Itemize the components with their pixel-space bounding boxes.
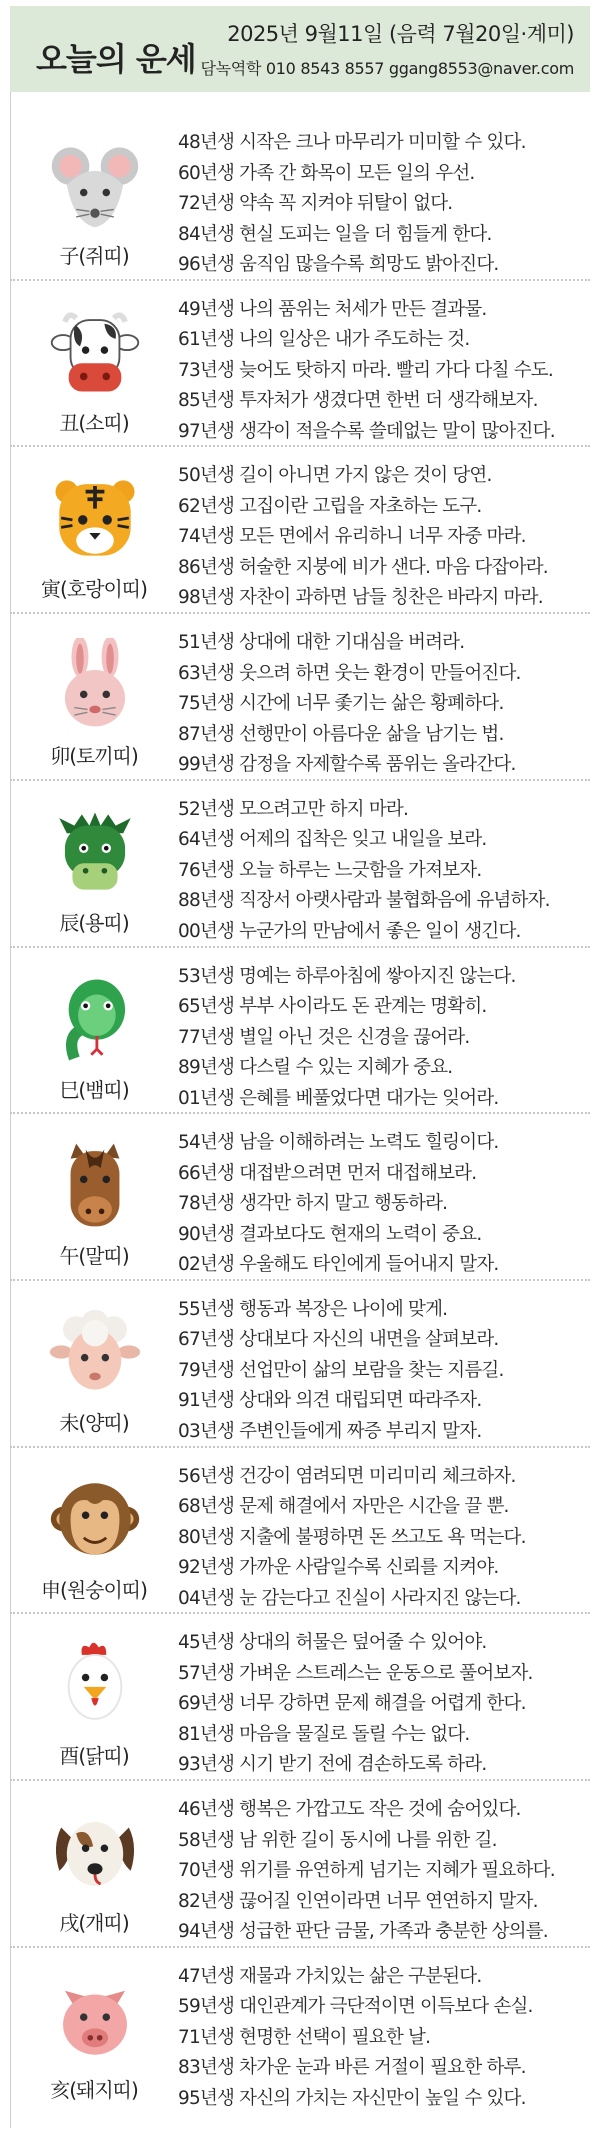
zodiac-sign-0 (10, 120, 590, 286)
header-box (10, 6, 590, 92)
fortune-line: 92년생 가까운 사람일수록 신뢰를 지켜야. (178, 1557, 499, 1579)
fortune-line: 64년생 어제의 집착은 잊고 내일을 보라. (178, 829, 487, 851)
fortune-line: 99년생 감정을 자제할수록 품위는 올라간다. (178, 754, 516, 776)
fortune-line: 81년생 마음을 물질로 돌릴 수는 없다. (178, 1723, 470, 1745)
zodiac-label: 辰(용띠) (59, 910, 129, 935)
fortune-line: 77년생 별일 아닌 것은 신경을 끊어라. (178, 1026, 470, 1048)
fortune-line: 85년생 투자처가 생겼다면 한번 더 생각해보자. (178, 390, 538, 412)
fortune-line: 65년생 부부 사이라도 돈 관계는 명확히. (178, 996, 487, 1017)
zodiac-sign-9 (10, 1620, 590, 1786)
zodiac-label: 戌(개띠) (59, 1911, 129, 1935)
zodiac-label: 寅(호랑이띠) (41, 577, 147, 602)
fortune-lines (178, 962, 588, 1115)
zodiac-label: 未(양띠) (59, 1410, 129, 1435)
fortune-line: 61년생 나의 일상은 내가 주도하는 것. (178, 329, 470, 351)
fortune-line: 89년생 다스릴 수 있는 지혜가 중요. (178, 1057, 453, 1078)
fortune-line: 66년생 대접받으려면 먼저 대접해보라. (178, 1162, 477, 1184)
dotted-separator (10, 946, 590, 948)
fortune-line: 48년생 시작은 크나 마무리가 미미할 수 있다. (178, 132, 526, 153)
zodiac-label: 申(원숭이띠) (41, 1577, 147, 1602)
fortune-line: 02년생 우울해도 타인에게 들어내지 말자. (178, 1254, 499, 1276)
fortune-line: 84년생 현실 도피는 일을 더 힘들게 한다. (178, 223, 492, 245)
fortune-line: 50년생 길이 아니면 가지 않은 것이 당연. (178, 465, 492, 487)
zodiac-label: 卯(토끼띠) (50, 744, 138, 769)
zodiac-label: 亥(돼지띠) (50, 2077, 138, 2102)
fortune-line: 87년생 선행만이 아름다운 삶을 남기는 법. (178, 723, 504, 745)
fortune-line: 45년생 상대의 허물은 덮어줄 수 있어야. (178, 1632, 487, 1654)
fortune-line: 60년생 가족 간 화목이 모든 일의 우선. (178, 162, 475, 184)
fortune-lines (178, 628, 588, 781)
fortune-lines (178, 1795, 588, 1948)
zodiac-sign-1 (10, 287, 590, 453)
fortune-line: 03년생 주변인들에게 짜증 부리지 말자. (178, 1420, 482, 1442)
fortune-line: 86년생 허술한 지붕에 비가 샌다. 마음 다잡아라. (178, 556, 548, 578)
dotted-separator (10, 1279, 590, 1281)
fortune-line: 91년생 상대와 의견 대립되면 따라주자. (178, 1390, 482, 1412)
fortune-line: 46년생 행복은 가깝고도 작은 것에 숨어있다. (178, 1799, 521, 1820)
pig-icon (48, 1972, 142, 2066)
fortune-lines (178, 795, 588, 948)
zodiac-label: 子(쥐띠) (59, 244, 129, 268)
fortune-lines (178, 461, 588, 614)
dotted-separator (10, 1612, 590, 1614)
dragon-icon (48, 805, 142, 899)
dotted-separator (10, 1946, 590, 1948)
rabbit-icon (48, 638, 142, 732)
fortune-line: 62년생 고집이란 고립을 자초하는 도구. (178, 495, 482, 517)
fortune-line: 68년생 문제 해결에서 자만은 시간을 끌 뿐. (178, 1496, 509, 1518)
page-title: 오늘의 운세 (36, 40, 196, 78)
dotted-separator (10, 1112, 590, 1114)
fortune-line: 52년생 모으려고만 하지 마라. (178, 798, 409, 820)
zodiac-sign-10 (10, 1787, 590, 1953)
fortune-line: 71년생 현명한 선택이 필요한 날. (178, 2026, 431, 2048)
fortune-line: 74년생 모든 면에서 유리하니 너무 자중 마라. (178, 526, 526, 548)
zodiac-sign-6 (10, 1120, 590, 1286)
tiger-icon (48, 471, 142, 565)
zodiac-sign-8 (10, 1454, 590, 1620)
fortune-line: 63년생 웃으려 하면 웃는 환경이 만들어진다. (178, 662, 521, 684)
horse-icon (48, 1138, 142, 1232)
fortune-lines (178, 295, 588, 448)
fortune-lines (178, 1628, 588, 1781)
fortune-line: 75년생 시간에 너무 좇기는 삶은 황폐하다. (178, 693, 504, 715)
fortune-line: 70년생 위기를 유연하게 넘기는 지혜가 필요하다. (178, 1860, 555, 1881)
dotted-separator (10, 445, 590, 447)
fortune-line: 04년생 눈 감는다고 진실이 사라지진 않는다. (178, 1587, 521, 1609)
contact-line: 담녹역학 010 8543 8557 ggang8553@naver.com (200, 59, 574, 78)
fortune-lines (178, 128, 588, 281)
rat-icon (48, 138, 142, 232)
fortune-line: 95년생 자신의 가치는 자신만이 높일 수 있다. (178, 2087, 526, 2109)
fortune-lines (178, 1128, 588, 1281)
dotted-separator (10, 1446, 590, 1448)
fortune-line: 79년생 선업만이 삶의 보람을 찾는 지름길. (178, 1359, 504, 1381)
fortune-lines (178, 1462, 588, 1615)
fortune-lines (178, 1962, 588, 2115)
fortune-line: 57년생 가벼운 스트레스는 운동으로 풀어보자. (178, 1662, 533, 1684)
dog-icon (48, 1805, 142, 1899)
fortune-line: 00년생 누군가의 만남에서 좋은 일이 생긴다. (178, 920, 521, 942)
fortune-lines (178, 1295, 588, 1448)
fortune-line: 98년생 자찬이 과하면 남들 칭찬은 바라지 마라. (178, 587, 543, 609)
fortune-line: 54년생 남을 이해하려는 노력도 힐링이다. (178, 1132, 499, 1154)
fortune-line: 76년생 오늘 하루는 느긋함을 가져보자. (178, 859, 482, 881)
zodiac-sign-11 (10, 1954, 590, 2120)
dotted-separator (10, 1779, 590, 1781)
ox-icon (48, 305, 142, 399)
fortune-line: 49년생 나의 품위는 처세가 만든 결과물. (178, 298, 487, 320)
monkey-icon (48, 1472, 142, 1566)
fortune-line: 97년생 생각이 적을수록 쓸데없는 말이 많아진다. (178, 420, 555, 442)
zodiac-label: 丑(소띠) (59, 410, 129, 435)
zodiac-sign-3 (10, 620, 590, 786)
fortune-line: 80년생 지출에 불평하면 돈 쓰고도 욕 먹는다. (178, 1526, 526, 1548)
zodiac-sign-4 (10, 787, 590, 953)
dotted-separator (10, 279, 590, 281)
fortune-line: 83년생 차가운 눈과 바른 거절이 필요한 하루. (178, 2057, 526, 2079)
zodiac-sign-5 (10, 954, 590, 1120)
fortune-line: 51년생 상대에 대한 기대심을 버려라. (178, 632, 465, 654)
dotted-separator (10, 612, 590, 614)
fortune-line: 53년생 명예는 하루아침에 쌓아지진 않는다. (178, 965, 516, 987)
fortune-line: 55년생 행동과 복장은 나이에 맞게. (178, 1298, 448, 1320)
fortune-line: 67년생 상대보다 자신의 내면을 살펴보라. (178, 1329, 499, 1351)
fortune-line: 56년생 건강이 염려되면 미리미리 체크하자. (178, 1465, 516, 1487)
fortune-line: 58년생 남 위한 길이 동시에 나를 위한 길. (178, 1829, 497, 1851)
sheep-icon (48, 1305, 142, 1399)
fortune-line: 88년생 직장서 아랫사람과 불협화음에 유념하자. (178, 890, 550, 912)
zodiac-sign-2 (10, 453, 590, 619)
rooster-icon (48, 1638, 142, 1732)
dotted-separator (10, 779, 590, 781)
zodiac-label: 酉(닭띠) (59, 1744, 129, 1769)
fortune-line: 94년생 성급한 판단 금물, 가족과 충분한 상의를. (178, 1921, 548, 1942)
fortune-line: 93년생 시기 받기 전에 겸손하도록 하라. (178, 1754, 487, 1776)
fortune-line: 47년생 재물과 가치있는 삶은 구분된다. (178, 1965, 482, 1987)
fortune-line: 73년생 늦어도 탓하지 마라. 빨리 가다 다칠 수도. (178, 359, 553, 381)
fortune-line: 82년생 끊어질 인연이라면 너무 연연하지 말자. (178, 1890, 538, 1912)
fortune-line: 59년생 대인관계가 극단적이면 이득보다 손실. (178, 1996, 533, 2018)
snake-icon (48, 972, 142, 1066)
date-line: 2025년 9월11일 (음력 7월20일·계미) (227, 22, 574, 46)
zodiac-label: 巳(뱀띠) (59, 1077, 129, 1102)
fortune-line: 72년생 약속 꼭 지켜야 뒤탈이 없다. (178, 193, 453, 214)
zodiac-sign-7 (10, 1287, 590, 1453)
fortune-line: 90년생 결과보다도 현재의 노력이 중요. (178, 1223, 482, 1245)
fortune-line: 01년생 은혜를 베풀었다면 대가는 잊어라. (178, 1087, 499, 1109)
fortune-line: 69년생 너무 강하면 문제 해결을 어렵게 한다. (178, 1693, 526, 1715)
fortune-line: 96년생 움직임 많을수록 희망도 밝아진다. (178, 254, 499, 275)
zodiac-label: 午(말띠) (59, 1244, 129, 1269)
fortune-line: 78년생 생각만 하지 말고 행동하라. (178, 1193, 448, 1215)
